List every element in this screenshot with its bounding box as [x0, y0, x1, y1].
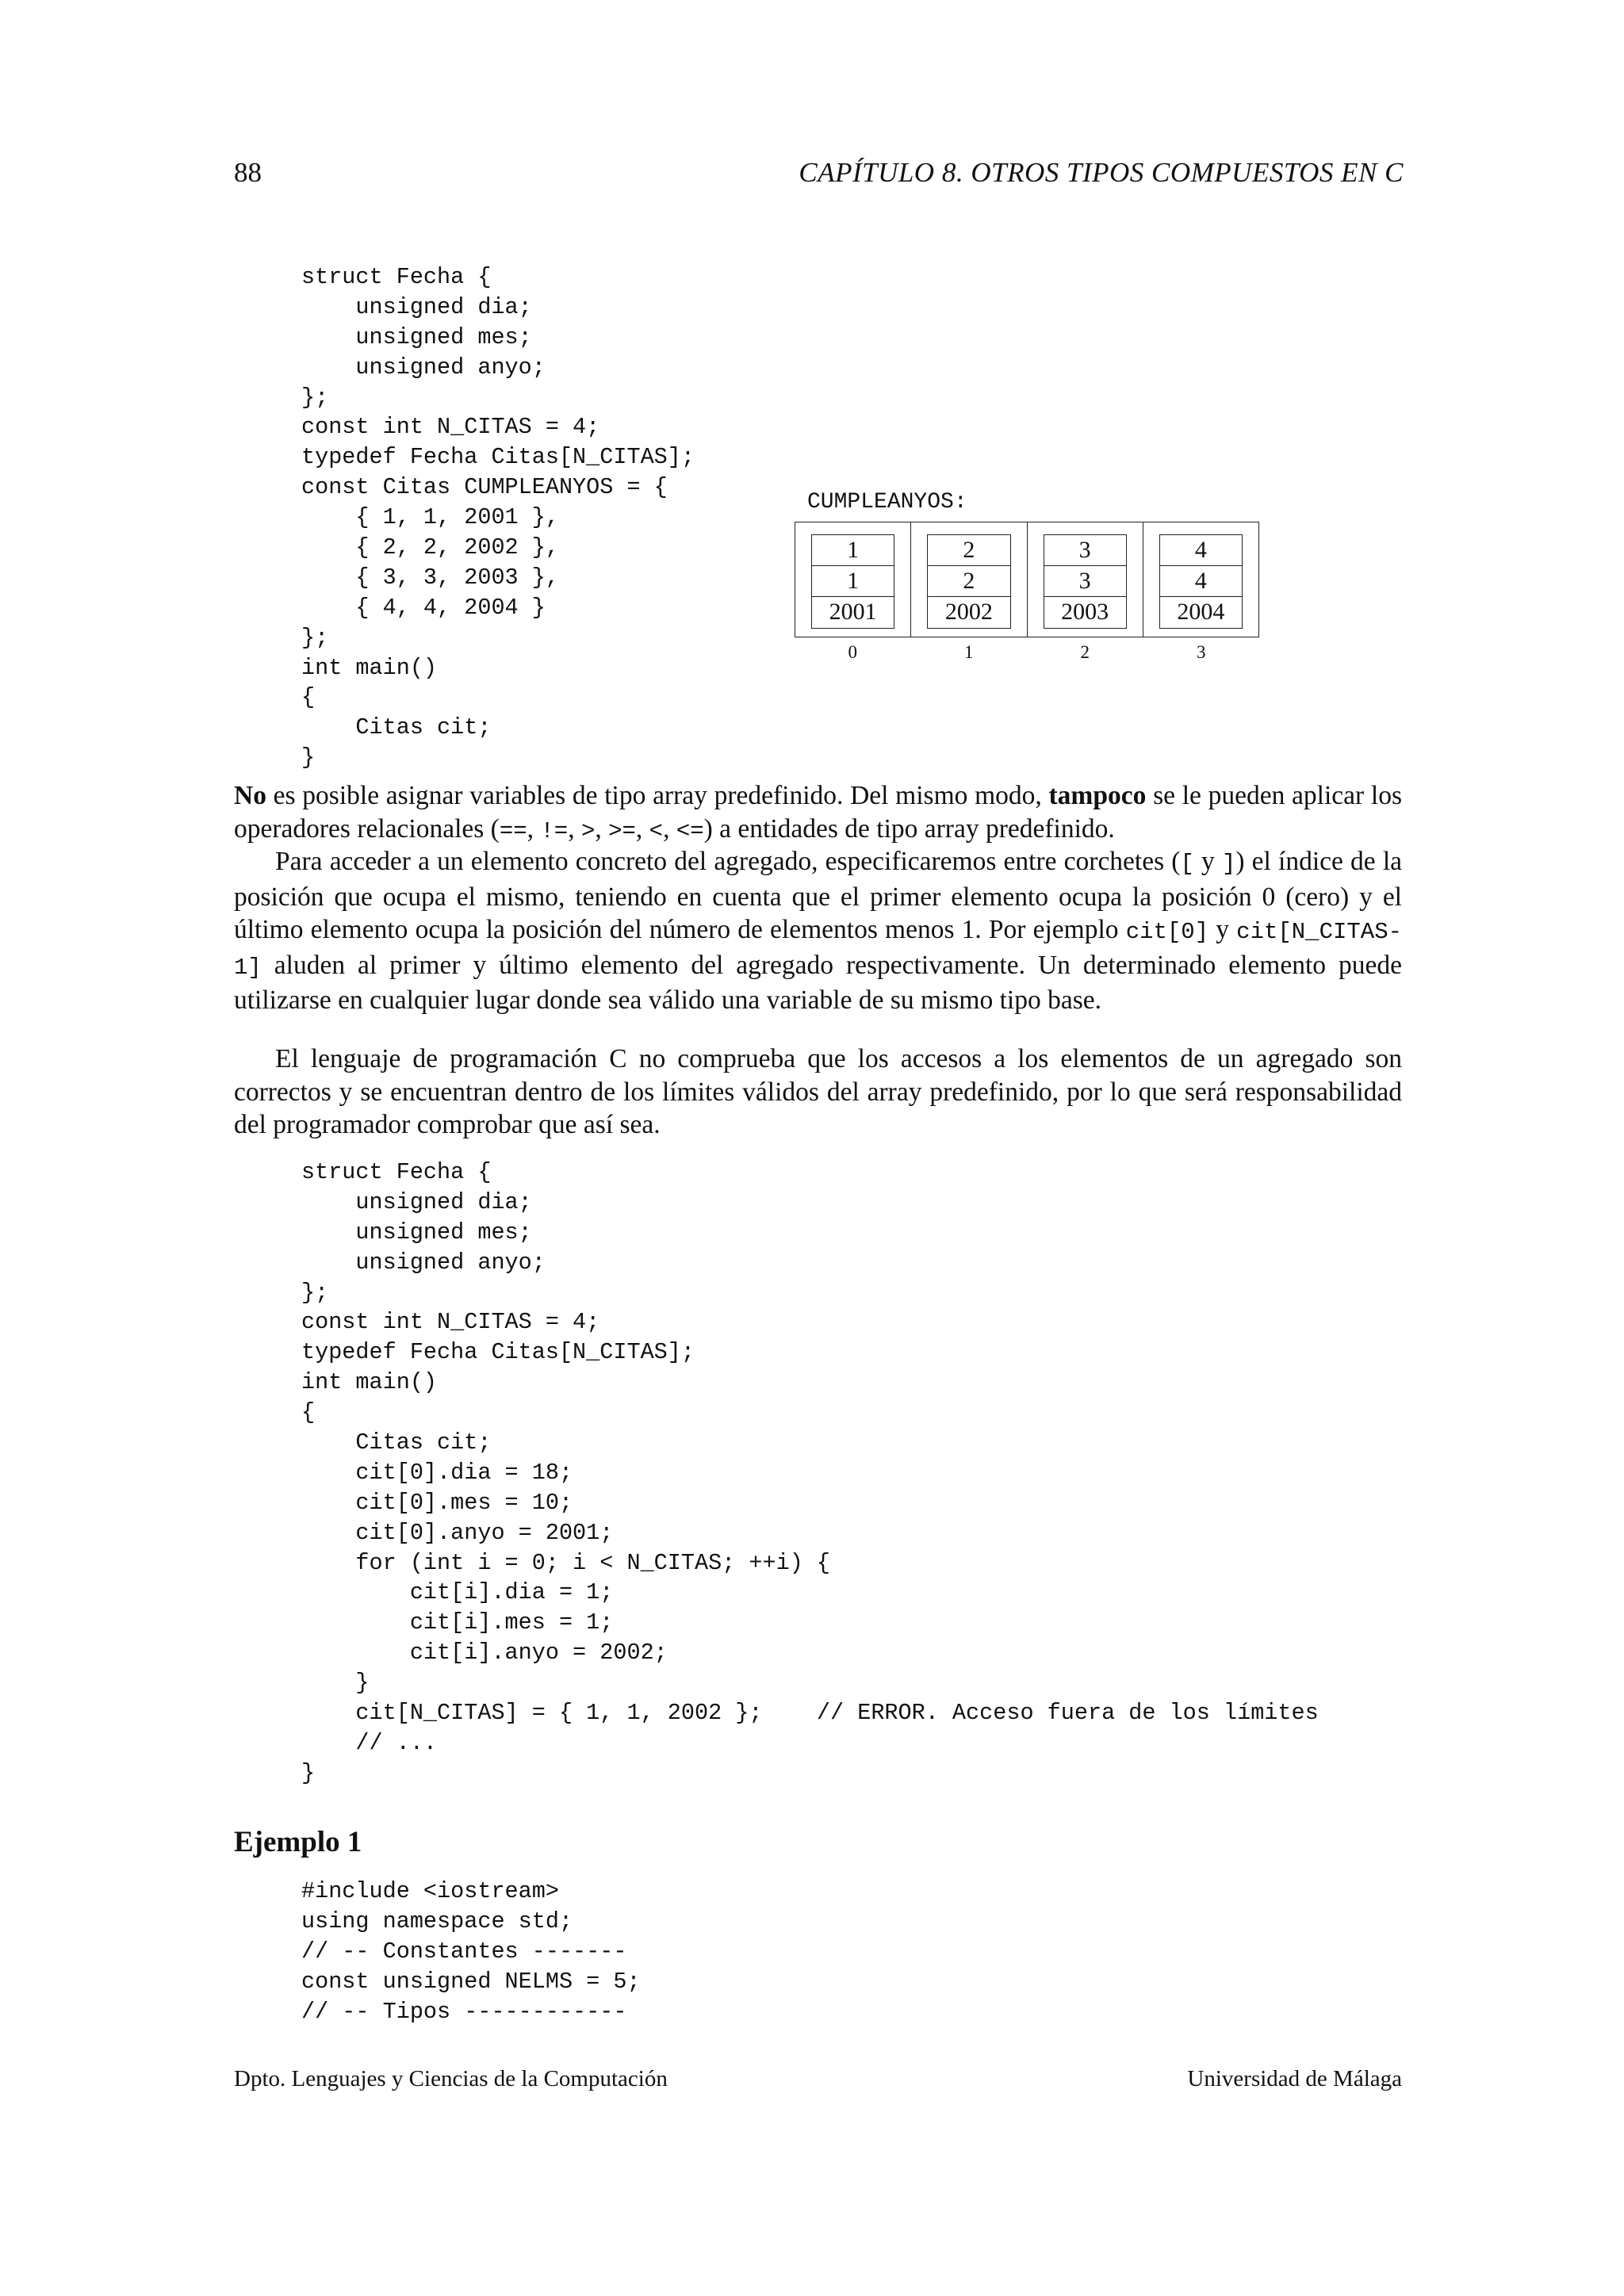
field-mes: 2	[928, 566, 1009, 597]
code-line: for (int i = 0; i < N_CITAS; ++i) {	[301, 1549, 831, 1576]
inline-code: <	[649, 817, 664, 844]
bold-text: tampoco	[1048, 781, 1147, 810]
diagram-label: CUMPLEANYOS:	[807, 490, 967, 515]
code-block-1	[301, 262, 695, 773]
array-element	[795, 522, 911, 637]
text: ,	[595, 813, 609, 844]
field-mes: 1	[812, 566, 894, 597]
code-line: Citas cit;	[301, 714, 492, 741]
code-line: };	[301, 384, 329, 411]
struct-box	[1044, 534, 1127, 629]
code-line: {	[301, 684, 316, 711]
code-line: unsigned anyo;	[301, 354, 546, 381]
field-mes: 3	[1044, 566, 1126, 597]
code-line: const Citas CUMPLEANYOS = {	[301, 474, 668, 501]
struct-box	[1159, 534, 1243, 629]
struct-box	[927, 534, 1010, 629]
code-line: unsigned dia;	[301, 1188, 532, 1215]
code-line: // ...	[301, 1729, 438, 1756]
code-line: {	[301, 1399, 316, 1426]
text: y	[1193, 847, 1222, 876]
code-line: cit[i].anyo = 2002;	[301, 1640, 668, 1667]
array-index: 2	[1080, 642, 1090, 662]
text: ,	[568, 813, 581, 844]
code-line: };	[301, 624, 329, 651]
field-dia: 4	[1160, 535, 1242, 566]
code-line: #include <iostream>	[301, 1878, 559, 1904]
chapter-title: CAPÍTULO 8. OTROS TIPOS COMPUESTOS EN C	[799, 157, 1404, 188]
code-line: const unsigned NELMS = 5;	[301, 1968, 641, 1995]
inline-code: >	[580, 817, 596, 844]
field-mes: 4	[1160, 566, 1242, 597]
code-line: { 3, 3, 2003 },	[301, 564, 559, 591]
code-line: struct Fecha {	[301, 264, 492, 290]
field-anyo: 2002	[944, 599, 993, 625]
text: ,	[527, 813, 541, 844]
code-line: using namespace std;	[301, 1908, 573, 1934]
code-line: cit[0].anyo = 2001;	[301, 1519, 614, 1546]
array-element	[1143, 522, 1258, 637]
code-line: cit[0].dia = 18;	[301, 1459, 573, 1486]
code-line: typedef Fecha Citas[N_CITAS];	[301, 1339, 695, 1366]
field-dia: 1	[812, 535, 894, 566]
array-index: 3	[1197, 642, 1206, 662]
inline-code: >=	[608, 817, 636, 844]
inline-code: [	[1180, 851, 1194, 877]
code-line: unsigned mes;	[301, 1219, 532, 1246]
text: ) el índice de la posición que ocupa el mismo, teniendo en cuenta que el primer elemento ocupa la posición 0 (cero) y el último elemento ocupa la posición del número de elementos menos 1. Por ejemplo	[234, 847, 1402, 944]
array-diagram	[785, 490, 1277, 680]
inline-code: !=	[540, 817, 569, 844]
code-line: }	[301, 744, 316, 771]
code-line: const int N_CITAS = 4;	[301, 414, 600, 441]
code-line: struct Fecha {	[301, 1159, 492, 1185]
code-line: int main()	[301, 1369, 438, 1396]
array-index: 1	[964, 642, 974, 662]
array-outer-box	[795, 522, 1259, 637]
code-line: unsigned anyo;	[301, 1249, 546, 1276]
field-anyo: 2003	[1061, 599, 1109, 625]
code-line: // -- Tipos ------------	[301, 1998, 627, 2025]
field-dia: 3	[1044, 535, 1126, 566]
array-element	[911, 522, 1027, 637]
section-heading: Ejemplo 1	[234, 1826, 362, 1858]
code-line: cit[i].mes = 1;	[301, 1609, 614, 1636]
paragraph-3: El lenguaje de programación C no comprueba que los accesos a los elementos de un agregado son correctos y se encuentran dentro de los límites válidos del array predefinido, por lo que será responsabilidad del programador comprobar que así sea.	[234, 1044, 1402, 1139]
array-indexes	[795, 642, 1259, 663]
text: se le pueden aplicar los operadores relacionales (	[234, 781, 1402, 844]
inline-code: cit[N_CITAS-1]	[234, 919, 1403, 981]
code-line: }	[301, 1670, 370, 1697]
code-line: unsigned mes;	[301, 323, 532, 350]
inline-code: ]	[1221, 851, 1236, 877]
paragraph-2	[234, 845, 1402, 1017]
code-line: Citas cit;	[301, 1429, 492, 1456]
code-line: { 4, 4, 2004 }	[301, 594, 546, 621]
inline-code: cit[0]	[1125, 919, 1209, 945]
field-dia: 2	[928, 535, 1009, 566]
code-line: typedef Fecha Citas[N_CITAS];	[301, 444, 695, 471]
code-line: const int N_CITAS = 4;	[301, 1309, 600, 1336]
text: Para acceder a un elemento concreto del agregado, especificaremos entre corchetes (	[275, 847, 1181, 876]
inline-code: ==	[499, 817, 527, 844]
text: ) a entidades de tipo array predefinido.	[703, 813, 1115, 844]
paragraph-1	[234, 779, 1402, 848]
page-number: 88	[234, 157, 262, 188]
inline-code: <=	[676, 817, 704, 844]
code-block-2	[301, 1158, 1319, 1789]
code-line: // -- Constantes -------	[301, 1938, 627, 1965]
struct-box	[811, 534, 894, 629]
field-anyo: 2001	[829, 599, 877, 625]
code-line: };	[301, 1279, 329, 1306]
code-line: int main()	[301, 654, 438, 681]
footer-university: Universidad de Málaga	[1187, 2066, 1402, 2091]
text: ,	[663, 813, 676, 844]
code-block-3	[301, 1877, 641, 2026]
code-line: unsigned dia;	[301, 293, 532, 320]
code-line: { 2, 2, 2002 },	[301, 534, 559, 561]
code-line: { 1, 1, 2001 },	[301, 504, 559, 531]
code-line: }	[301, 1759, 316, 1786]
code-line: cit[i].dia = 1;	[301, 1579, 614, 1606]
text: es posible asignar variables de tipo array predefinido. Del mismo modo,	[266, 781, 1049, 810]
footer-department: Dpto. Lenguajes y Ciencias de la Computación	[234, 2066, 668, 2091]
text: aluden al primer y último elemento del agregado respectivamente. Un determinado elemento puede utilizarse en cualquier lugar donde sea válido una variable de su mismo tipo base.	[234, 950, 1402, 1015]
bold-text: No	[234, 781, 266, 810]
field-anyo: 2004	[1177, 599, 1225, 625]
text: y	[1208, 915, 1237, 944]
array-element	[1028, 522, 1143, 637]
code-line: cit[0].mes = 10;	[301, 1489, 573, 1516]
code-line: cit[N_CITAS] = { 1, 1, 2002 }; // ERROR. Acceso fuera de los límites	[301, 1700, 1319, 1727]
array-index: 0	[848, 642, 857, 662]
text: ,	[635, 813, 649, 844]
